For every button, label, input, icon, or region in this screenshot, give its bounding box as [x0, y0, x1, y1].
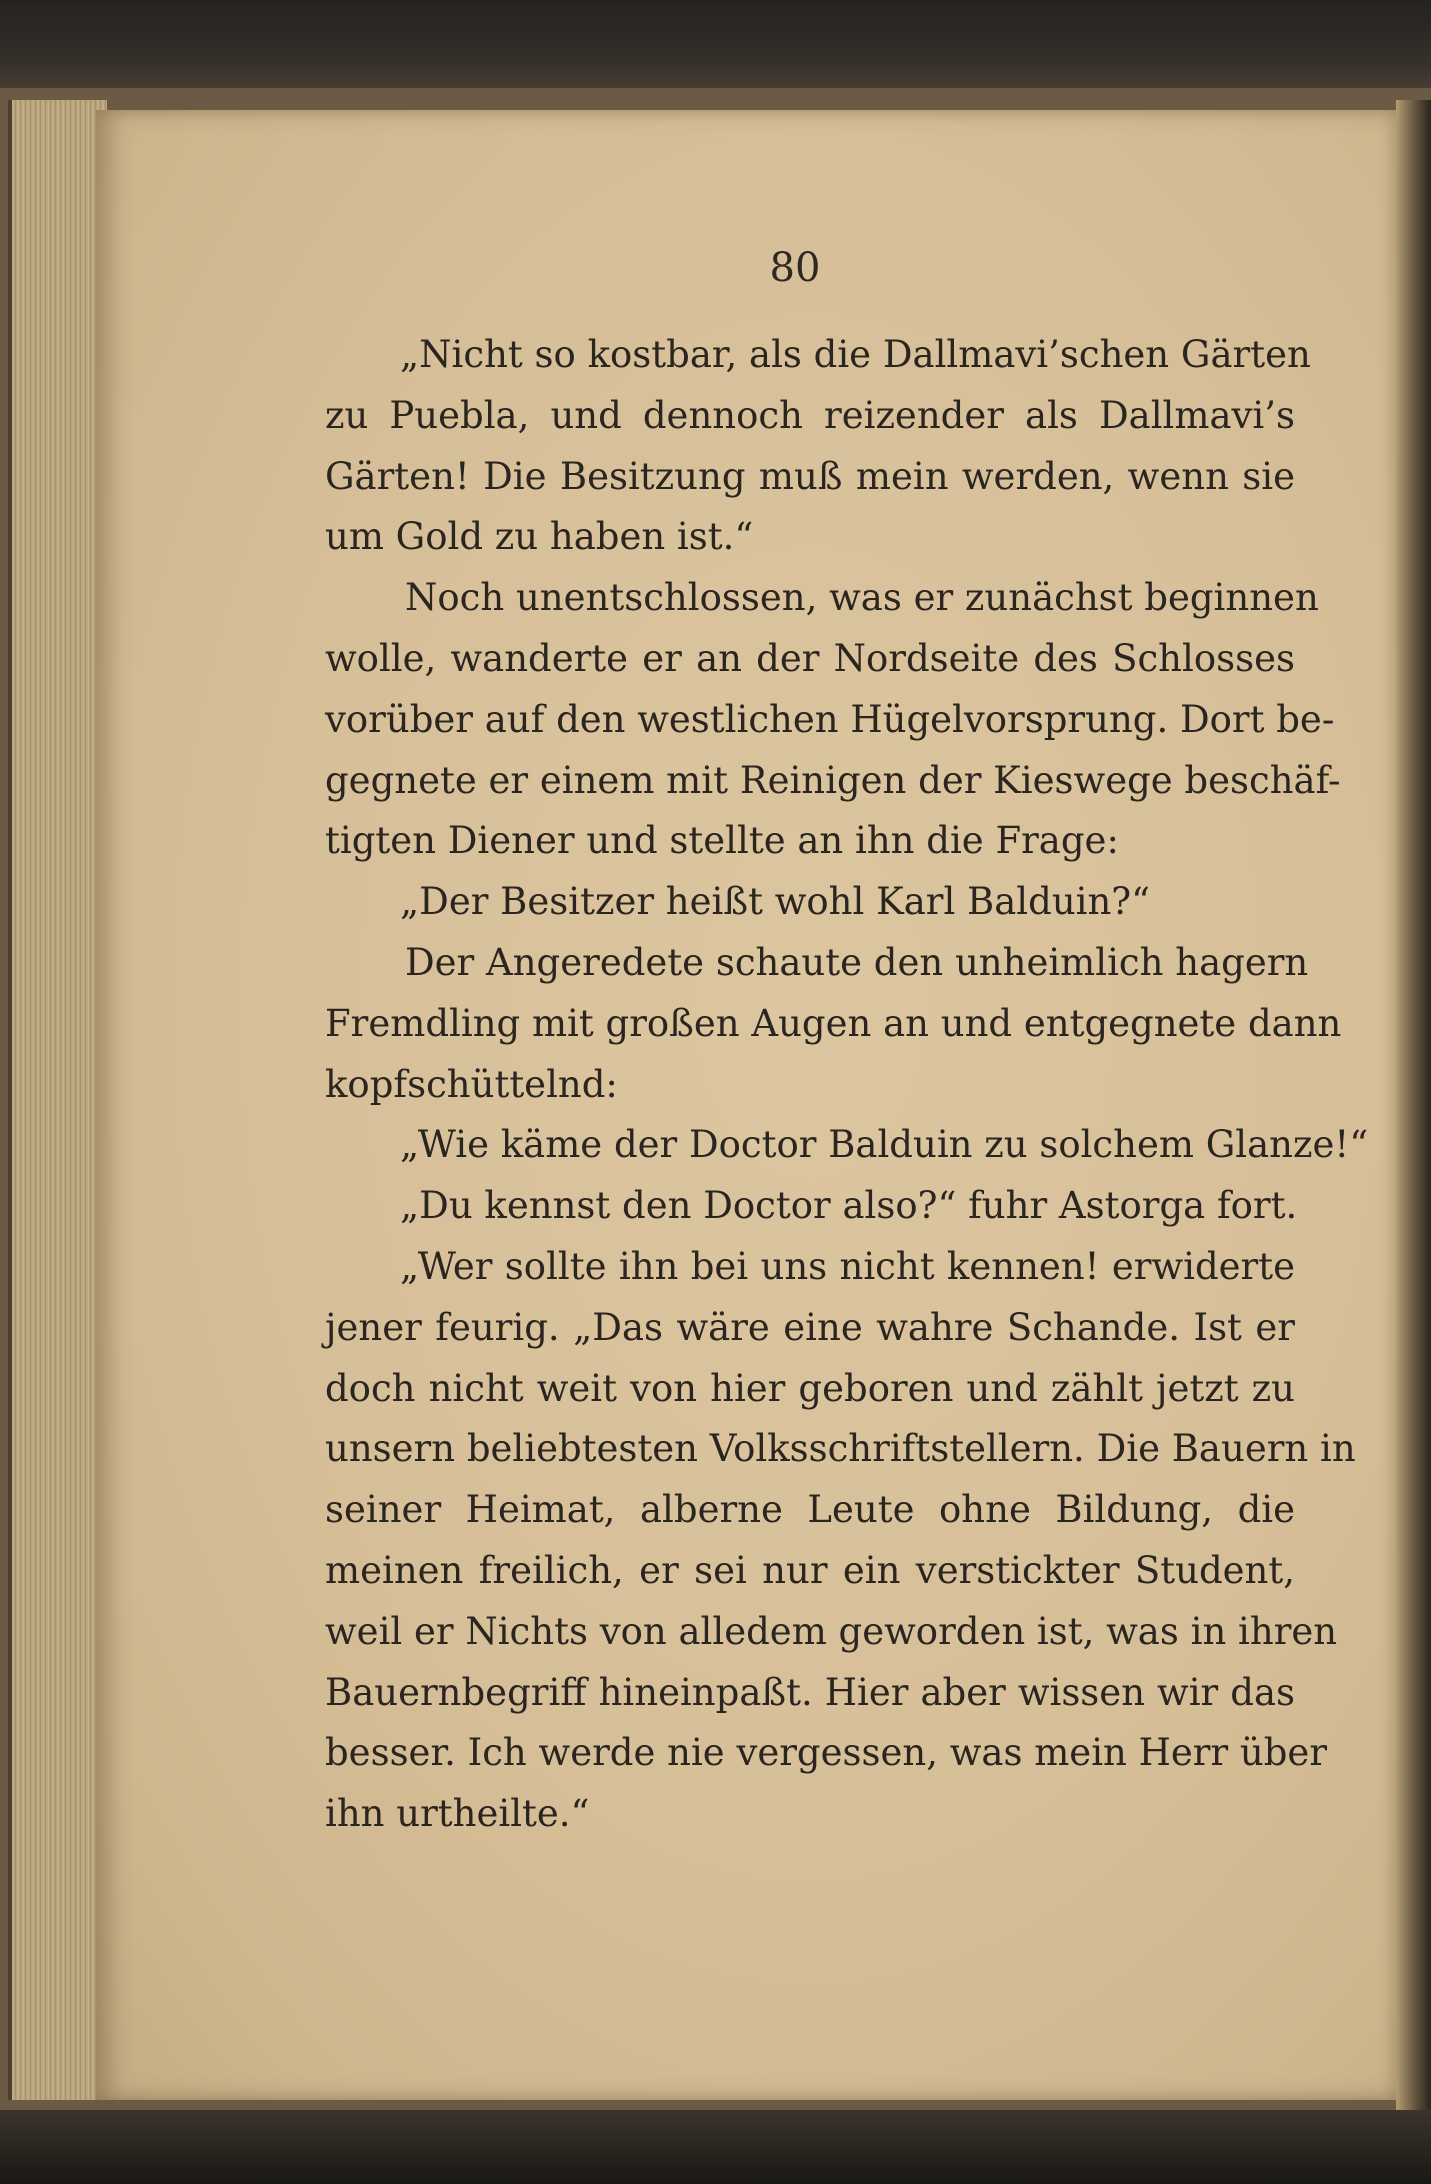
book-cover-top-edge [0, 0, 1431, 92]
text-line: Der Angeredete schaute den unheimlich hagern [405, 940, 1309, 984]
text-line: weil er Nichts von alledem geworden ist, was in ihren [325, 1609, 1338, 1653]
text-line: Noch unentschlossen, was er zunächst beginnen [405, 576, 1319, 620]
body-text [325, 325, 1369, 1845]
text-line: seiner Heimat, alberne Leute ohne Bildung, die [325, 1488, 1295, 1532]
text-line: doch nicht weit von hier geboren und zählt jetzt zu [325, 1366, 1295, 1410]
text-line: „Wie käme der Doctor Balduin zu solchem Glanze!“ [400, 1123, 1369, 1167]
text-line: „Wer sollte ihn bei uns nicht kennen! erwiderte [400, 1244, 1295, 1288]
text-line: wolle, wanderte er an der Nordseite des Schlosses [325, 636, 1295, 680]
text-line: kopfschüttelnd: [325, 1062, 618, 1106]
gutter-shadow [1396, 100, 1431, 2120]
text-line: jener feurig. „Das wäre eine wahre Schande. Ist er [325, 1305, 1295, 1349]
text-line: „Nicht so kostbar, als die Dallmavi’schen Gärten [400, 333, 1311, 376]
text-line: ihn urtheilte.“ [325, 1792, 590, 1836]
text-line: Fremdling mit großen Augen an und entgegnete dann [325, 1001, 1342, 1045]
text-line: „Der Besitzer heißt wohl Karl Balduin?“ [400, 880, 1151, 924]
text-line: vorüber auf den westlichen Hügelvorsprung. Dort be- [325, 697, 1335, 741]
text-line: tigten Diener und stellte an ihn die Frage: [325, 819, 1119, 863]
text-line: um Gold zu haben ist.“ [325, 515, 754, 559]
text-line: meinen freilich, er sei nur ein verstickter Student, [325, 1548, 1295, 1592]
text-line: besser. Ich werde nie vergessen, was mein Herr über [325, 1731, 1328, 1775]
text-line: „Du kennst den Doctor also?“ fuhr Astorga fort. [400, 1184, 1298, 1228]
page-number: 80 [769, 245, 821, 291]
text-line: gegnete er einem mit Reinigen der Kieswege beschäf- [325, 758, 1341, 802]
book-cover-bottom-edge [0, 2110, 1431, 2184]
text-line: Gärten! Die Besitzung muß mein werden, wenn sie [325, 454, 1295, 498]
text-line: unsern beliebtesten Volksschriftstellern. Die Bauern in [325, 1427, 1356, 1471]
text-line: zu Puebla, und dennoch reizender als Dallmavi’s [325, 393, 1295, 437]
page-stack-edges [8, 100, 107, 2100]
text-line: Bauernbegriff hineinpaßt. Hier aber wissen wir das [325, 1670, 1295, 1714]
